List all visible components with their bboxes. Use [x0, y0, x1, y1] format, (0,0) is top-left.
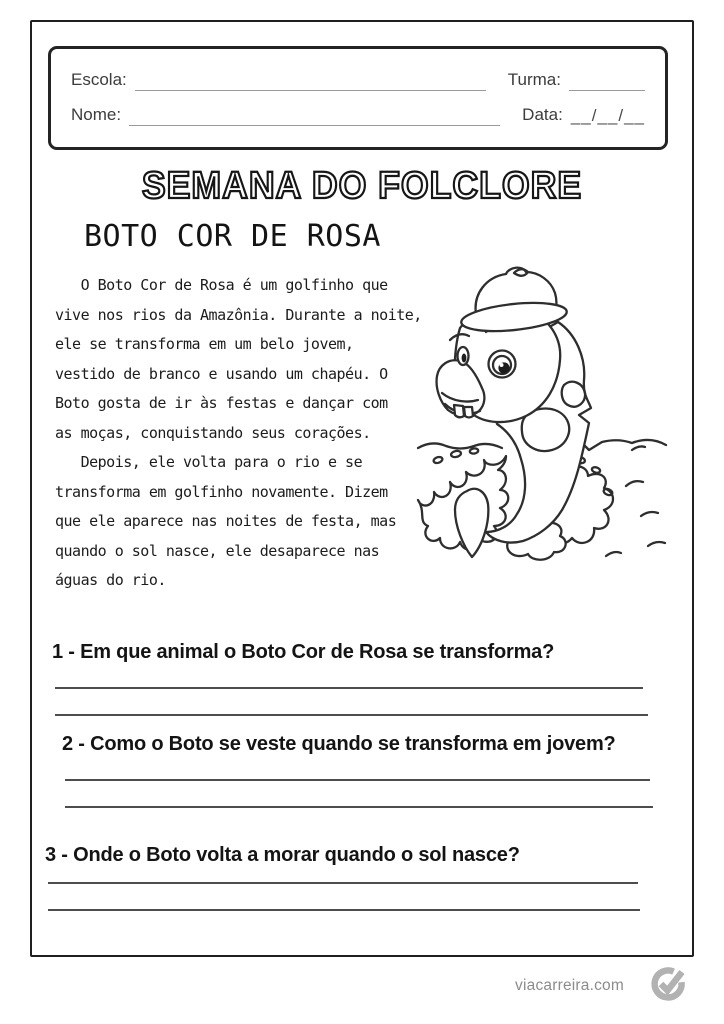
- water-line-left: [418, 443, 502, 448]
- question-1: 1 - Em que animal o Boto Cor de Rosa se transforma?: [52, 641, 555, 663]
- school-field-line: [135, 73, 486, 91]
- answer-line: [65, 806, 653, 808]
- story-line: as moças, conquistando seus corações.: [55, 423, 371, 442]
- question-2: 2 - Como o Boto se veste quando se transforma em jovem?: [62, 733, 616, 755]
- story-line: vive nos rios da Amazônia. Durante a noite,: [55, 305, 422, 324]
- story-line: transforma em golfinho novamente. Dizem: [55, 482, 388, 501]
- story-line: ele se transforma em um belo jovem,: [55, 335, 354, 353]
- school-label: Escola:: [71, 69, 127, 89]
- story-paragraph-1: [55, 271, 440, 448]
- answer-line: [65, 779, 650, 781]
- story-title: BOTO COR DE ROSA: [84, 219, 381, 254]
- footer-site-name: viacarreira.com: [515, 977, 624, 994]
- student-info-box: [48, 46, 668, 150]
- answer-line: [48, 882, 638, 884]
- story-line: Boto gosta de ir às festas e dançar com: [55, 394, 388, 412]
- answer-line: [55, 687, 643, 689]
- dolphin-teeth: [454, 405, 473, 418]
- story-line: quando o sol nasce, ele desaparece nas: [55, 541, 380, 560]
- school-row: [71, 70, 645, 91]
- check-circle-logo-icon: [648, 963, 690, 1005]
- story-line: Depois, ele volta para o rio e se: [55, 453, 363, 471]
- answer-line: [48, 909, 640, 911]
- story-paragraph-2: [55, 448, 440, 596]
- boto-dolphin-illustration: [410, 263, 680, 565]
- dolphin-drawing: [410, 263, 680, 565]
- story-line: águas do rio.: [55, 571, 166, 589]
- date-label: Data:: [522, 105, 563, 125]
- story-line: O Boto Cor de Rosa é um golfinho que: [55, 276, 388, 294]
- page-title: SEMANA DO FOLCLORE: [141, 165, 583, 207]
- story-line: que ele aparece nas noites de festa, mas: [55, 512, 397, 530]
- name-field-line: [129, 108, 500, 126]
- date-field-line: __/__/__: [570, 106, 645, 126]
- answer-line: [55, 714, 648, 716]
- story-line: vestido de branco e usando um chapéu. O: [55, 364, 388, 383]
- class-label: Turma:: [507, 69, 561, 89]
- water-dashes: [606, 446, 665, 556]
- story-text: [55, 271, 440, 596]
- question-3: 3 - Onde o Boto volta a morar quando o sol nasce?: [45, 844, 520, 866]
- name-label: Nome:: [71, 105, 122, 125]
- dolphin-flipper: [455, 489, 488, 557]
- class-field-line: [569, 73, 645, 91]
- name-row: [71, 105, 645, 126]
